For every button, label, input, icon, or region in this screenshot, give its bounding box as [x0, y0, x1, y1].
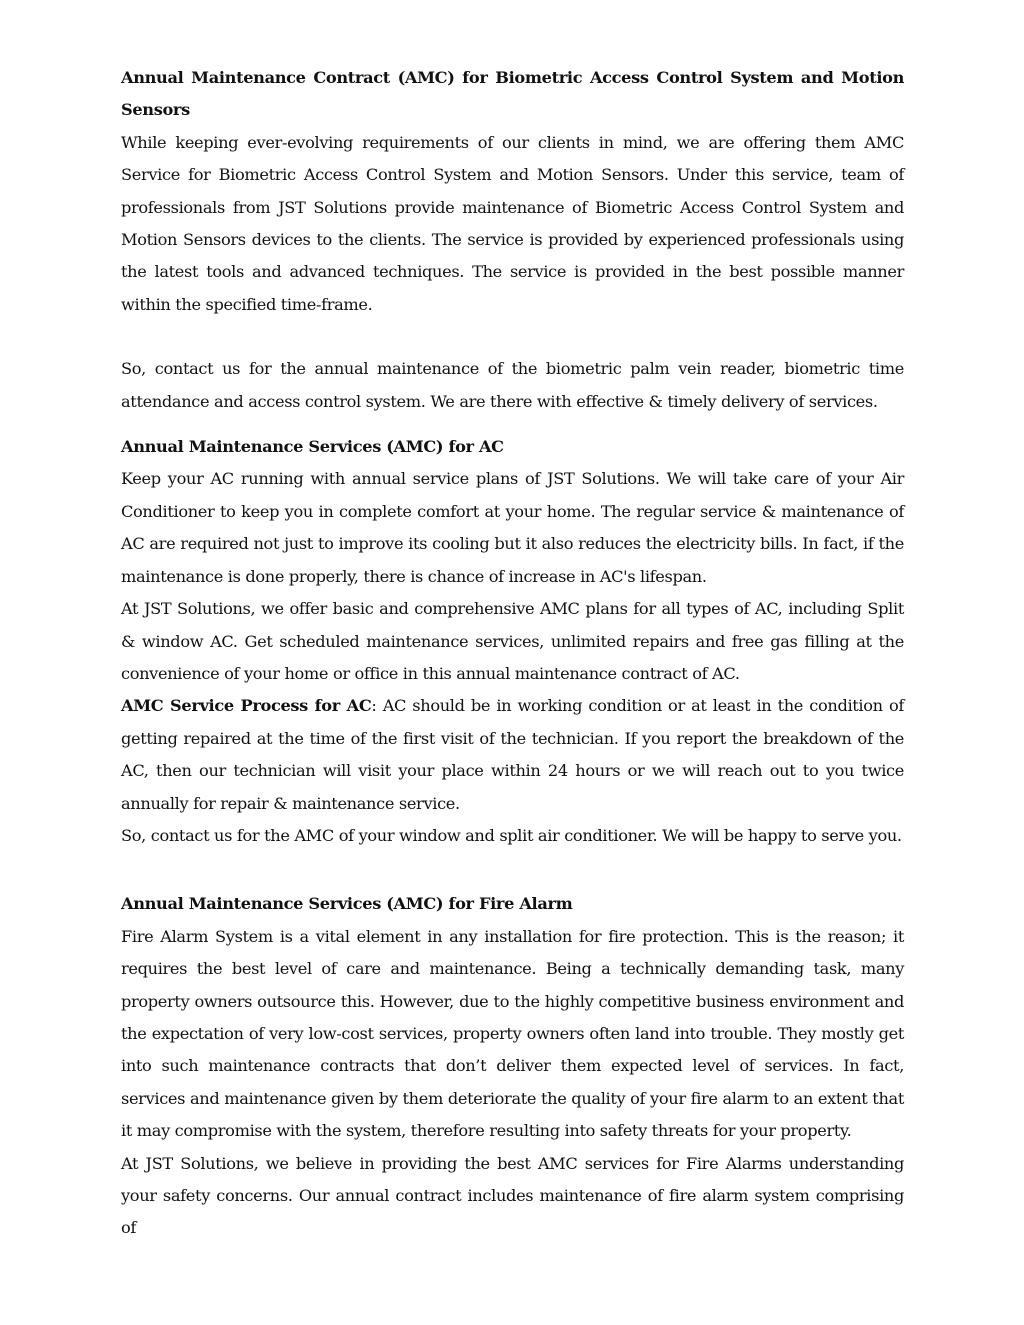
ac-plans-paragraph: At JST Solutions, we offer basic and comprehensive AMC plans for all types of AC, including Split & window AC. Get scheduled maintenance services, unlimited repairs and free gas filling at the convenience of your home or office in this annual maintenance contract of AC.: [121, 599, 904, 683]
ac-process-text: : AC should be in working condition or at least in the condition of getting repaired at the time of the first visit of the technician. If you report the breakdown of the AC, then our technician will visit your place within 24 hours or we will reach out to you twice annually for repair & maintenance service.: [121, 696, 904, 813]
biometric-amc-heading: Annual Maintenance Contract (AMC) for Biometric Access Control System and Motion Sensors: [121, 68, 904, 120]
ac-process-paragraph: [121, 690, 904, 820]
fire-alarm-intro-paragraph: Fire Alarm System is a vital element in any installation for fire protection. This is the reason; it requires the best level of care and maintenance. Being a technically demanding task, many property owners outsource this. However, due to the highly competitive business environment and the expectation of very low-cost services, property owners often land into trouble. They mostly get into such maintenance contracts that don’t deliver them expected level of services. In fact, services and maintenance given by them deteriorate the quality of your fire alarm to an extent that it may compromise with the system, therefore resulting into safety threats for your property.: [121, 926, 904, 1141]
ac-contact-paragraph: So, contact us for the AMC of your window and split air conditioner. We will be happy to serve you.: [121, 825, 902, 845]
ac-amc-heading: Annual Maintenance Services (AMC) for AC: [121, 437, 504, 457]
fire-alarm-services-paragraph: At JST Solutions, we believe in providing the best AMC services for Fire Alarms understanding your safety concerns. Our annual contract includes maintenance of fire alarm system comprising of: [121, 1153, 904, 1238]
ac-intro-paragraph: Keep your AC running with annual service plans of JST Solutions. We will take care of your Air Conditioner to keep you in complete comfort at your home. The regular service & maintenance of AC are required not just to improve its cooling but it also reduces the electricity bills. In fact, if the maintenance is done properly, there is chance of increase in AC's lifespan.: [121, 469, 904, 586]
paragraph-spacer: [121, 321, 904, 353]
fire-alarm-amc-heading: Annual Maintenance Services (AMC) for Fire Alarm: [121, 894, 573, 914]
document-page: [121, 62, 904, 1245]
biometric-amc-paragraph: While keeping ever-evolving requirements of our clients in mind, we are offering them AMC Service for Biometric Access Control System and Motion Sensors. Under this service, team of professionals from JST Solutions provide maintenance of Biometric Access Control System and Motion Sensors devices to the clients. The service is provided by experienced professionals using the latest tools and advanced techniques. The service is provided in the best possible manner within the specified time-frame.: [121, 132, 904, 314]
section-spacer: [121, 852, 904, 888]
biometric-contact-paragraph: So, contact us for the annual maintenance of the biometric palm vein reader, biometric time attendance and access control system. We are there with effective & timely delivery of services.: [121, 359, 904, 411]
section-spacer: [121, 418, 904, 431]
ac-process-label: AMC Service Process for AC: [121, 696, 372, 716]
